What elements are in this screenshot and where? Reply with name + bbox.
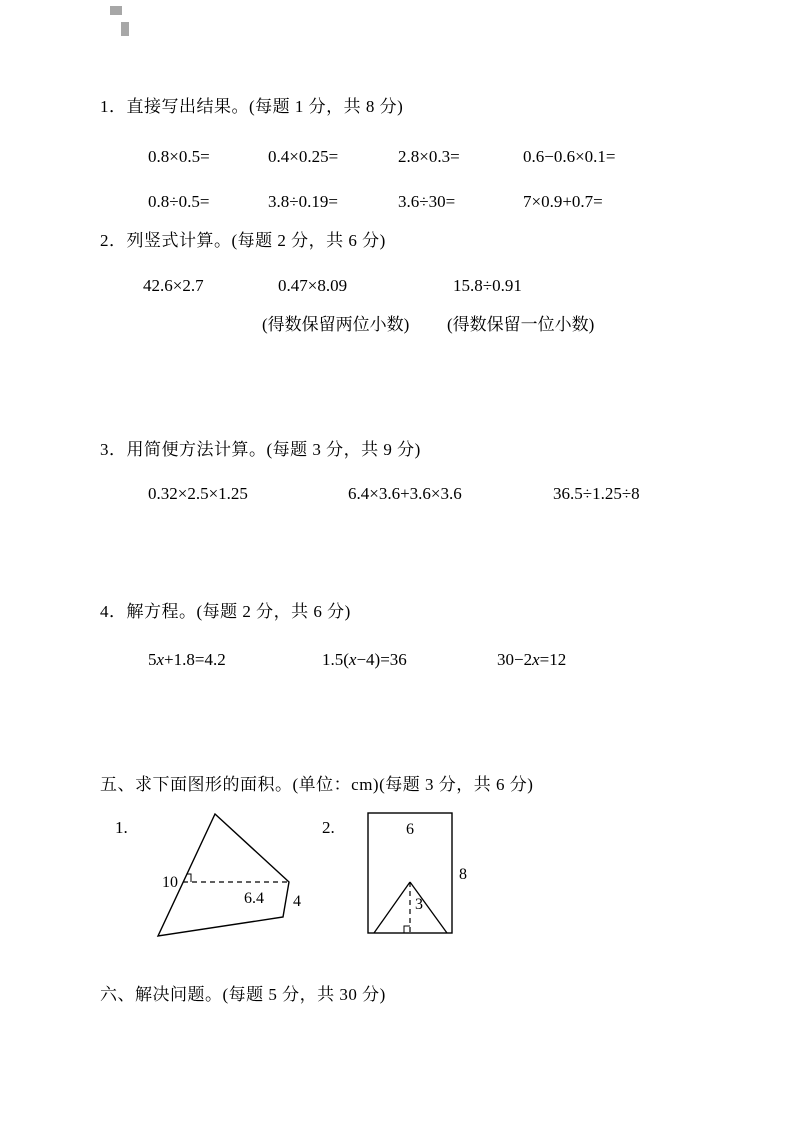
q2-note: (得数保留两位小数) (262, 315, 410, 334)
fig2-right-angle-mark (404, 926, 410, 933)
equation-variable: x (156, 650, 165, 669)
question-3-title: 3．用简便方法计算。(每题 3 分，共 9 分) (100, 440, 421, 459)
fig1-right-angle-mark (187, 874, 191, 882)
q2-note: (得数保留一位小数) (447, 315, 595, 334)
q4-equation (148, 650, 226, 670)
q2-expression: 42.6×2.7 (143, 276, 204, 295)
q1-expression: 0.8×0.5= (148, 147, 210, 166)
scan-artifact (110, 6, 122, 15)
equation-variable: x (532, 650, 540, 669)
q3-expression: 6.4×3.6+3.6×3.6 (348, 484, 462, 503)
q2-expression: 15.8÷0.91 (453, 276, 522, 295)
q1-expression: 0.4×0.25= (268, 147, 339, 166)
section-5-title: 五、求下面图形的面积。(单位：cm)(每题 3 分，共 6 分) (100, 775, 534, 794)
question-4-title: 4．解方程。(每题 2 分，共 6 分) (100, 602, 351, 621)
q4-equation (497, 650, 566, 670)
scan-artifact (121, 22, 129, 36)
q3-expression: 0.32×2.5×1.25 (148, 484, 248, 503)
q1-expression: 2.8×0.3= (398, 147, 460, 166)
equation-text: 30−2 (497, 650, 533, 669)
q1-expression: 3.8÷0.19= (268, 192, 338, 211)
equation-text: +1.8=4.2 (164, 650, 226, 669)
q4-equation (322, 650, 407, 670)
equation-text: 5 (148, 650, 157, 669)
q1-expression: 0.6−0.6×0.1= (523, 147, 616, 166)
equation-text: =12 (539, 650, 567, 669)
fig1-left-side-label: 10 (162, 874, 178, 891)
figure-1-label: 1. (115, 818, 128, 837)
q3-expression: 36.5÷1.25÷8 (553, 484, 640, 503)
figure-1-quadrilateral (150, 806, 310, 946)
equation-text: 1.5( (322, 650, 349, 669)
fig2-triangle-left-side (374, 882, 410, 933)
equation-variable: x (348, 650, 357, 669)
question-2-title: 2．列竖式计算。(每题 2 分，共 6 分) (100, 231, 386, 250)
q1-expression: 0.8÷0.5= (148, 192, 210, 211)
fig2-top-side-label: 6 (406, 821, 414, 838)
equation-text: −4)=36 (356, 650, 407, 669)
section-6-title: 六、解决问题。(每题 5 分，共 30 分) (100, 985, 386, 1004)
q1-expression: 7×0.9+0.7= (523, 192, 603, 211)
q2-expression: 0.47×8.09 (278, 276, 348, 295)
question-1-title: 1．直接写出结果。(每题 1 分，共 8 分) (100, 97, 404, 116)
fig1-dashed-length-label: 6.4 (244, 890, 264, 907)
figure-2-rectangle-triangle (360, 804, 485, 949)
q1-expression: 3.6÷30= (398, 192, 456, 211)
fig1-right-side-label: 4 (293, 893, 301, 910)
fig2-right-side-label: 8 (459, 866, 467, 883)
fig2-height-label: 3 (415, 896, 423, 913)
figure-2-label: 2. (322, 818, 335, 837)
